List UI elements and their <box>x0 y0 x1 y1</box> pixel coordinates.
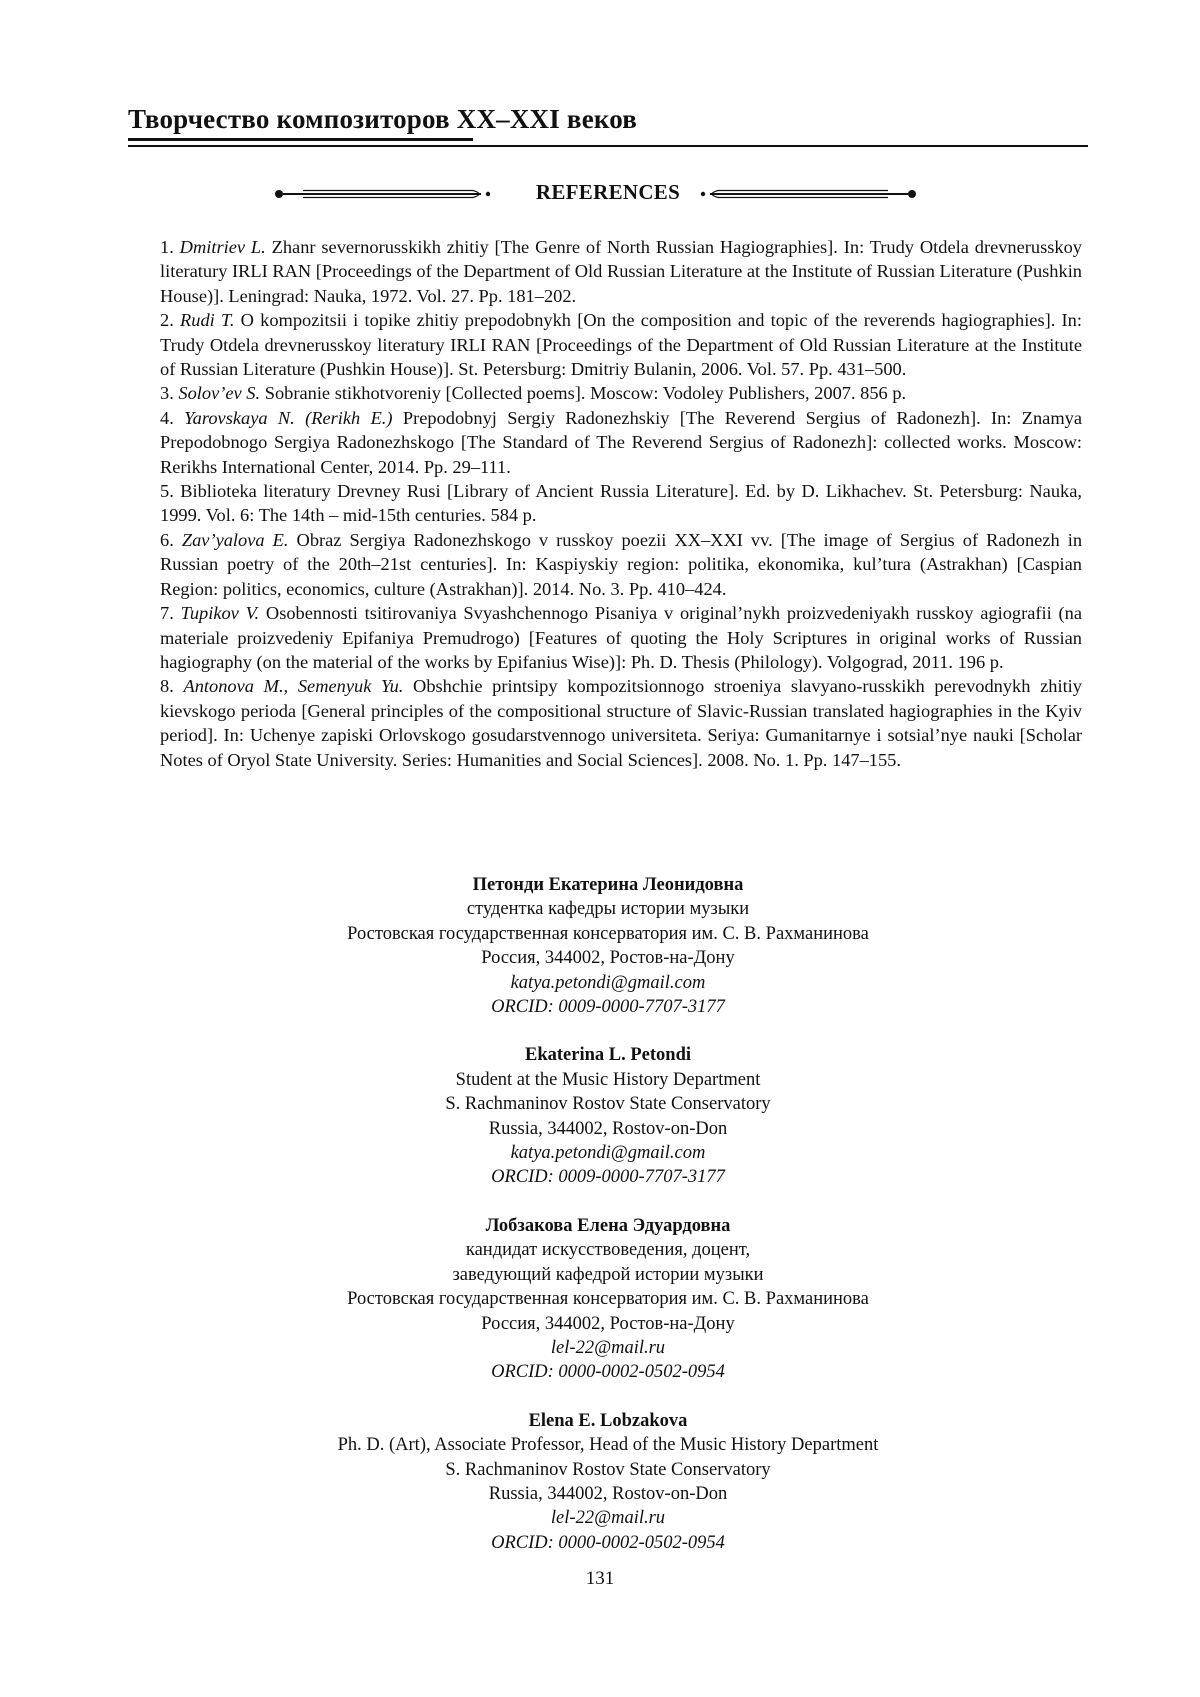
author-affiliation: S. Rachmaninov Rostov State Conservatory <box>445 1459 771 1480</box>
author-affiliation: S. Rachmaninov Rostov State Conservatory <box>445 1094 771 1115</box>
author-position: Student at the Music History Department <box>455 1069 761 1090</box>
author-orcid: ORCID: 0009-0000-7707-3177 <box>491 1167 725 1188</box>
author-name: Петонди Екатерина Леонидовна <box>472 875 744 895</box>
reference-author: Solov’ev S. <box>178 383 261 404</box>
author-block <box>128 1043 1088 1189</box>
references-list <box>160 235 1082 772</box>
author-email: katya.petondi@gmail.com <box>510 1143 706 1164</box>
author-position: заведующий кафедрой истории музыки <box>452 1264 764 1285</box>
author-name: Ekaterina L. Petondi <box>525 1045 691 1066</box>
author-affiliation: Ростовская государственная консерватория им. С. В. Рахманинова <box>347 1289 869 1310</box>
reference-text: O kompozitsii i topike zhitiy prepodobnykh [On the composition and topic of the reverends hagiographies]. In: Trudy Otdela drevnerusskoy literatury IRLI RAN [Proceedings of the Department of Old Russian Literature at the Institute of Russian Literature (Pushkin House)]. St. Petersburg: Dmitriy Bulanin, 2006. Vol. 57. Pp. 431–500. <box>160 310 1082 380</box>
reference-text: Obshchie printsipy kompozitsionnogo stroeniya slavyano-russkikh perevodnykh zhitiy kievskogo perioda [General principles of the compositional structure of Slavic-Russian translated hagiographies in the Kyiv period]. In: Uchenye zapiski Orlovskogo gosudarstvennogo universiteta. Seriya: Gumanitarnye i sotsial’nye nauki [Scholar Notes of Oryol State University. Series: Humanities and Social Sciences]. 2008. No. 1. Pp. 147–155. <box>160 676 1082 770</box>
author-affiliation: Ростовская государственная консерватория им. С. В. Рахманинова <box>347 923 869 944</box>
author-email: katya.petondi@gmail.com <box>510 972 706 993</box>
ornament-right-icon <box>698 186 918 202</box>
author-info <box>128 873 1088 1579</box>
reference-author: Rudi T. <box>180 310 235 331</box>
reference-number: 4. <box>160 407 174 428</box>
author-block <box>128 1214 1088 1385</box>
reference-item <box>160 674 1082 772</box>
reference-text: Zhanr severnorusskikh zhitiy [The Genre of North Russian Hagiographies]. In: Trudy Otdela drevnerusskoy literatury IRLI RAN [Proceedings of the Department of Old Russian Literature at the Institute of Russian Literature (Pushkin House)]. Leningrad: Nauka, 1972. Vol. 27. Pp. 181–202. <box>160 237 1083 306</box>
reference-item <box>160 601 1082 674</box>
running-header <box>128 104 1088 148</box>
reference-item <box>160 308 1082 381</box>
reference-number: 6. <box>160 529 174 550</box>
author-block <box>128 1409 1088 1555</box>
author-address: Russia, 344002, Rostov-on-Don <box>488 1483 728 1504</box>
author-address: Россия, 344002, Ростов-на-Дону <box>481 948 735 969</box>
reference-author: Yarovskaya N. (Rerikh E.) <box>184 407 393 428</box>
section-heading <box>128 180 1088 210</box>
author-address: Russia, 344002, Rostov-on-Don <box>488 1118 728 1139</box>
reference-author: Tupikov V. <box>180 603 260 624</box>
page-number: 131 <box>585 1568 615 1589</box>
author-name: Elena E. Lobzakova <box>528 1410 688 1431</box>
author-orcid: ORCID: 0000-0002-0502-0954 <box>491 1362 725 1383</box>
reference-number: 7. <box>160 603 174 624</box>
reference-number: 1. <box>160 237 174 257</box>
author-email: lel-22@mail.ru <box>550 1508 666 1529</box>
running-header-title: Творчество композиторов XX–XXI веков <box>128 104 638 134</box>
reference-author: Antonova M., Semenyuk Yu. <box>183 676 404 697</box>
author-address: Россия, 344002, Ростов-на-Дону <box>481 1313 735 1334</box>
author-orcid: ORCID: 0000-0002-0502-0954 <box>491 1532 725 1553</box>
reference-item <box>160 406 1082 479</box>
section-heading-text: REFERENCES <box>535 180 681 204</box>
reference-text: Sobranie stikhotvoreniy [Collected poems]. Moscow: Vodoley Publishers, 2007. 856 p. <box>264 383 907 404</box>
author-orcid: ORCID: 0009-0000-7707-3177 <box>491 997 725 1018</box>
reference-item <box>160 235 1082 308</box>
reference-number: 8. <box>160 676 174 697</box>
reference-text: Osobennosti tsitirovaniya Svyashchennogo Pisaniya v original’nykh proizvedeniyakh russkoy agiografii (na materiale proizvedeniy Epifaniya Premudrogo) [Features of quoting the Holy Scriptures in original works of Russian hagiography (on the material of the works by Epifanius Wise)]: Ph. D. Thesis (Philology). Volgograd, 2011. 196 p. <box>160 603 1082 672</box>
author-name: Лобзакова Елена Эдуардовна <box>485 1215 731 1236</box>
reference-number: 5. <box>160 481 174 502</box>
reference-number: 2. <box>160 310 174 331</box>
author-degree: кандидат искусствоведения, доцент, <box>465 1240 751 1261</box>
author-block <box>128 873 1088 1019</box>
reference-text: Obraz Sergiya Radonezhskogo v russkoy poezii XX–XXI vv. [The image of Sergius of Radonezh in Russian poetry of the 20th–21st centuries]. In: Kaspiyskiy region: politika, ekonomika, kul’tura (Astrakhan) [Caspian Region: politics, economics, culture (Astrakhan)]. 2014. No. 3. Pp. 410–424. <box>160 529 1083 599</box>
author-email: lel-22@mail.ru <box>550 1337 666 1358</box>
author-position: студентка кафедры истории музыки <box>466 899 750 920</box>
author-position: Ph. D. (Art), Associate Professor, Head of the Music History Department <box>337 1435 879 1456</box>
reference-item <box>160 381 1082 405</box>
reference-number: 3. <box>160 383 174 404</box>
header-rule-thin <box>128 145 1088 147</box>
header-rule-thick <box>128 138 473 141</box>
reference-text: Prepodobnyj Sergiy Radonezhskiy [The Reverend Sergius of Radonezh]. In: Znamya Prepodobnogo Sergiya Radonezhskogo [The Standard of The Reverend Sergius of Radonezh]: collected works. Moscow: Rerikhs International Center, 2014. Pp. 29–111. <box>160 407 1083 477</box>
reference-author: Dmitriev L. <box>179 237 266 257</box>
reference-item <box>160 479 1082 528</box>
reference-item <box>160 528 1082 601</box>
reference-author: Zav’yalova E. <box>181 529 289 550</box>
reference-text: Biblioteka literatury Drevney Rusi [Library of Ancient Russia Literature]. Ed. by D. Likhachev. St. Petersburg: Nauka, 1999. Vol. 6: The 14th – mid-15th centuries. 584 p. <box>160 481 1082 526</box>
